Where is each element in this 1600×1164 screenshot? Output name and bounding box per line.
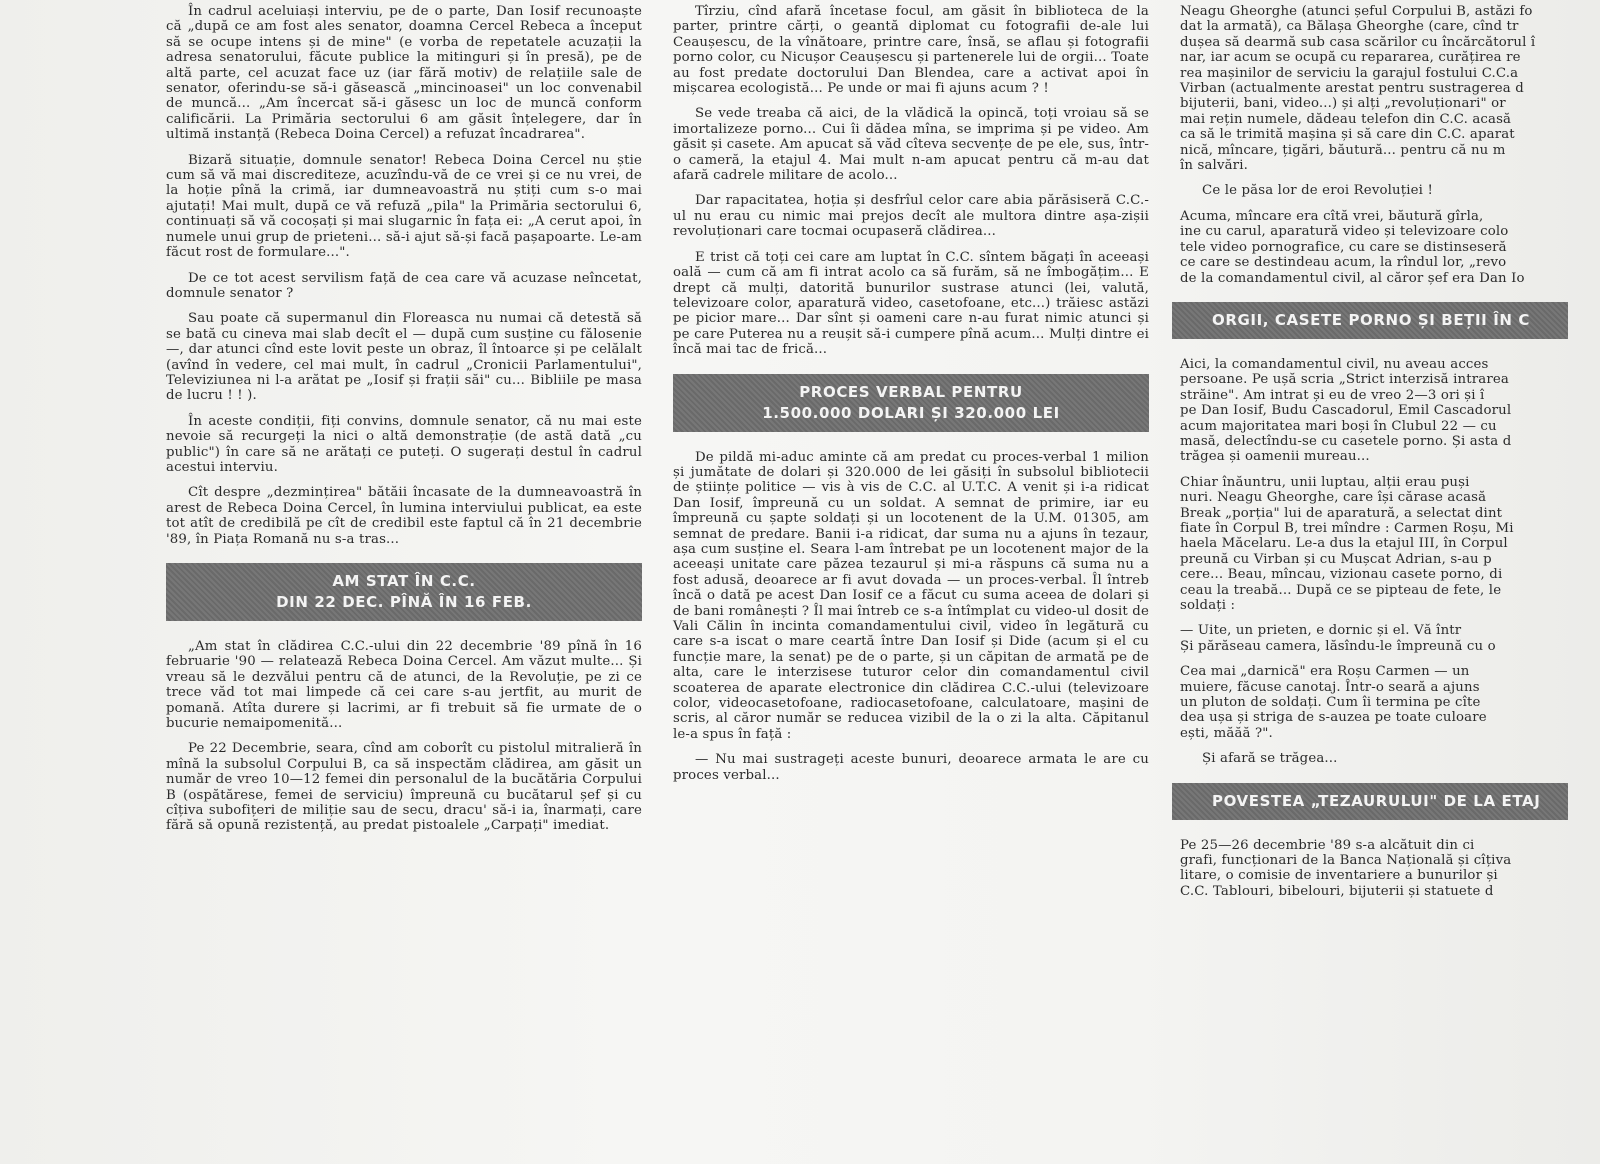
column-3 <box>1172 4 1568 1004</box>
section-heading <box>166 563 642 621</box>
paragraph: Pe 22 Decembrie, seara, cînd am coborît cu pistolul mitralieră în mînă la subsolul Corpului B, ca să inspectăm clădirea, am găsit un număr de vreo 10—12 femei din personalul de la bucătăria Corpului B (ospătărese, femei de serviciu) împreună cu bucătarul șef și cu cîțiva subofițeri de miliție sau de secu, dracu' să-i ia, înarmați, care fără să opună rezistență, au predat pistoalele „Carpați" imediat. <box>166 741 642 834</box>
paragraph: Și afară se trăgea... <box>1202 751 1338 767</box>
paragraph: Acuma, mîncare era cîtă vrei, băutură gîrla, ine cu carul, aparatură video și televizoare colo tele video pornografice, cu care se distinseseră ce care se destindeau acum, la rîndul lor, „revo de la comandamentul civil, al căror șef era Dan Io <box>1180 208 1525 286</box>
paragraph: Cît despre „dezmințirea" bătăii încasate de la dumneavoastră în arest de Rebeca Doina Cercel, în lumina interviului publicat, ea este tot atît de credibilă pe cît de credibil este faptul că în 21 decembrie '89, în Piața Romană nu s-a tras... <box>166 485 642 547</box>
paragraph: În aceste condiții, fiți convins, domnule senator, că nu mai este nevoie să recurgeți la nici o altă demonstrație (de astă dată „cu public") în care să ne arătați ce puteți. O sugerați destul în cadrul acestui interviu. <box>166 413 642 475</box>
paragraph: Ce le păsa lor de eroi Revoluției ! <box>1202 183 1433 199</box>
paragraph: — Nu mai sustrageți aceste bunuri, deoarece armata le are cu proces verbal... <box>673 752 1149 783</box>
paragraph: Bizară situație, domnule senator! Rebeca Doina Cercel nu știe cum să vă mai discrediteze, acuzîndu-vă de ce vrei și ce nu vrei, de la hoție pînă la crimă, iar dumneavoastră nu știți cum s-o mai ajutați! Mai mult, după ce vă refuză „pila" la Primăria sectorului 6, continuați să vă cocoșați și mai slugarnic în fața ei: „A cerut apoi, în numele unui grup de prieteni... să-i ajut să-și facă pașapoarte. Le-am făcut rost de formulare...". <box>166 152 642 261</box>
column-1 <box>166 4 642 844</box>
paragraph: Aici, la comandamentul civil, nu aveau acces persoane. Pe ușă scria „Strict interzisă intrarea străine". Am intrat și eu de vreo 2—3 ori și î pe Dan Iosif, Budu Cascadorul, Emil Cascadorul acum majoritatea mari boși în Clubul 22 — cu masă, delectîndu-se cu casetele porno. Și asta d trăgea și oamenii mureau... <box>1180 356 1512 465</box>
column-2 <box>673 4 1149 793</box>
heading-line: DIN 22 DEC. PÎNĂ ÎN 16 FEB. <box>276 593 532 611</box>
paragraph: În cadrul aceluiași interviu, pe de o parte, Dan Iosif recunoaște că „după ce am fost ales senator, doamna Cercel Rebeca a început să se ocupe intens și de mine" (e vorba de repetatele acuzații la adresa senatorului, făcute publice la mitinguri și în presă), pe de altă parte, cel acuzat face uz (iar fără motiv) de relațiile sale de senator, oferindu-se să-i găsească „mincinoasei" un loc convenabil de muncă... „Am încercat să-i găsesc un loc de muncă conform calificării. La Primăria sectorului 6 am găsit înțelegere, dar în ultimă instanță (Rebeca Doina Cercel) a refuzat încadrarea". <box>166 4 642 143</box>
paragraph: Pe 25—26 decembrie '89 s-a alcătuit din ci grafi, funcționari de la Banca Națională și cîțiva litare, o comisie de inventariere a bunurilor și C.C. Tablouri, bibelouri, bijuterii și statuete d <box>1180 837 1512 899</box>
paragraph: E trist că toți cei care am luptat în C.C. sîntem băgați în aceeași oală — cum că am fi intrat acolo ca să furăm, să ne îmbogățim... E drept că mulți, datorită bunurilor sustrase atunci (lei, valută, televizoare color, aparatură video, casetofoane, etc...) trăiesc astăzi pe picior mare... Dar sînt și oameni care n-au furat nimic atunci și pe care Puterea nu a reușit să-i cumpere pînă acum... Mulți dintre ei încă mai tac de frică... <box>673 249 1149 358</box>
paragraph: De ce tot acest servilism față de cea care vă acuzase neîncetat, domnule senator ? <box>166 270 642 301</box>
paragraph: — Uite, un prieten, e dornic și el. Vă într Și părăseau camera, lăsîndu-le împreună cu o <box>1180 623 1496 654</box>
paragraph: Se vede treaba că aici, de la vlădică la opincă, toți vroiau să se imortalizeze porno... Cui îi dădea mîna, se imprima și pe video. Am găsit și casete. Am apucat să văd cîteva secvențe de pe ele, sus, într-o cameră, la etajul 4. Mai mult n-am apucat pentru că m-au dat afară cadrele militare de acolo... <box>673 106 1149 184</box>
paragraph: Sau poate că supermanul din Floreasca nu numai că detestă să se bată cu cineva mai slab decît el — după cum susține cu fălosenie —, dar atunci cînd este lovit peste un obraz, îl întoarce și pe celălalt (avînd în vedere, cel mai mult, în cadrul „Cronicii Parlamentului", Televiziunea ni l-a arătat pe „Iosif și frații săi" cu... Bibliile pe masa de lucru ! ! ). <box>166 311 642 404</box>
paragraph: Cea mai „darnică" era Roșu Carmen — un muiere, făcuse canotaj. Într-o seară a ajuns un pluton de soldați. Cum îi termina pe cîte dea ușa și striga de s-auzea pe toate culoare ești, măăă ?". <box>1180 664 1487 741</box>
section-heading <box>673 374 1149 432</box>
paragraph: Dar rapacitatea, hoția și desfrîul celor care abia părăsiseră C.C.-ul nu erau cu nimic mai prejos decît ale multora dintre așa-zișii revoluționari care tocmai ocupaseră clădirea... <box>673 193 1149 240</box>
paragraph: De pildă mi-aduc aminte că am predat cu proces-verbal 1 milion și jumătate de dolari și 320.000 de lei găsiți în subsolul bibliotecii de științe politice — vis à vis de C.C. al U.T.C. A venit și i-a ridicat Dan Iosif, împreună cu un soldat. A semnat de primire, iar eu împreună cu șapte soldați și un locotenent de la U.M. 01305, am semnat de predare. Banii i-a ridicat, dar suma nu a ajuns în tezaur, așa cum susține el. Seara l-am întrebat pe un locotenent major de la aceeași unitate care păzea tezaurul și mi-a răspuns că suma nu a fost adusă, deoarece ar fi avut dovada — un proces-verbal. Îl întreb încă o dată pe acest Dan Iosif ce a făcut cu suma aceea de dolari și de bani românești ? Îl mai întreb ce s-a întîmplat cu video-ul dosit de Vali Călin în incinta comandamentului civil, video în legătură cu care s-a iscat o mare ceartă între Dan Iosif și Dide (acum și el cu funcție mare, la senat) pe de o parte, și un căpitan de armată pe de alta, care le interzisese tuturor celor din comandamentul civil scoaterea de aparate electronice din clădirea C.C.-ului (televizoare color, videocasetofoane, radiocasetofoane, calculatoare, mașini de scris, al căror număr se reducea vizibil de la o zi la alta. Căpitanul le-a spus în față : <box>673 449 1149 742</box>
heading-line: AM STAT ÎN C.C. <box>332 572 476 590</box>
paragraph: Chiar înăuntru, unii luptau, alții erau puși nuri. Neagu Gheorghe, care își cărase acasă Break „porția" lui de aparatură, a selectat dint fiate în Corpul B, trei mîndre : Carmen Roșu, Mi haela Măcelaru. Le-a dus la etajul III, în Corpul preună cu Virban și cu Mușcat Adrian, s-au p cere... Beau, mîncau, vizionau casete porno, di ceau la treabă... După ce se pipteau de fete, le soldați : <box>1180 474 1514 613</box>
heading-line: PROCES VERBAL PENTRU <box>799 382 1023 401</box>
paragraph: Tîrziu, cînd afară încetase focul, am găsit în biblioteca de la parter, printre cărți, o geantă diplomat cu fotografii de-ale lui Ceaușescu, de la vînătoare, printre care, însă, se aflau și fotografii porno color, cu Nicușor Ceaușescu și partenerele lui de orgii... Toate au fost predate doctorului Dan Blendea, care a activat apoi în mișcarea ecologistă... Pe unde or mai fi ajuns acum ? ! <box>673 4 1149 97</box>
paragraph: Neagu Gheorghe (atunci șeful Corpului B, astăzi fo dat la armată), ca Bălașa Gheorghe (care, cînd tr dușea să dearmă sub casa scărilor cu încărcătorul î nar, iar acum se ocupă cu repararea, curățirea re rea mașinilor de serviciu la garajul fostului C.C.a Virban (actualmente arestat pentru sustragerea d bijuterii, bani, video...) și alți „revoluționari" or mai rețin numele, dădeau telefon din C.C. acasă ca să le trimită mașina și să care din C.C. aparat nică, mîncare, țigări, băutură... pentru că nu m în salvări. <box>1180 4 1536 174</box>
section-heading: ORGII, CASETE PORNO ȘI BEȚII ÎN C <box>1172 302 1568 339</box>
heading-line: 1.500.000 DOLARI ȘI 320.000 LEI <box>762 403 1060 422</box>
section-heading: POVESTEA „TEZAURULUI" DE LA ETAJ <box>1172 783 1568 820</box>
paragraph: „Am stat în clădirea C.C.-ului din 22 decembrie '89 pînă în 16 februarie '90 — relatează Rebeca Doina Cercel. Am văzut multe... Și vreau să le dezvălui pentru că de atunci, de la Revoluție, pe zi ce trece văd tot mai limpede că cei care s-au jertfit, au murit de pomană. Atîta durere și lacrimi, ar fi trebuit să fie urmate de o bucurie nemaipomenită... <box>166 639 642 732</box>
